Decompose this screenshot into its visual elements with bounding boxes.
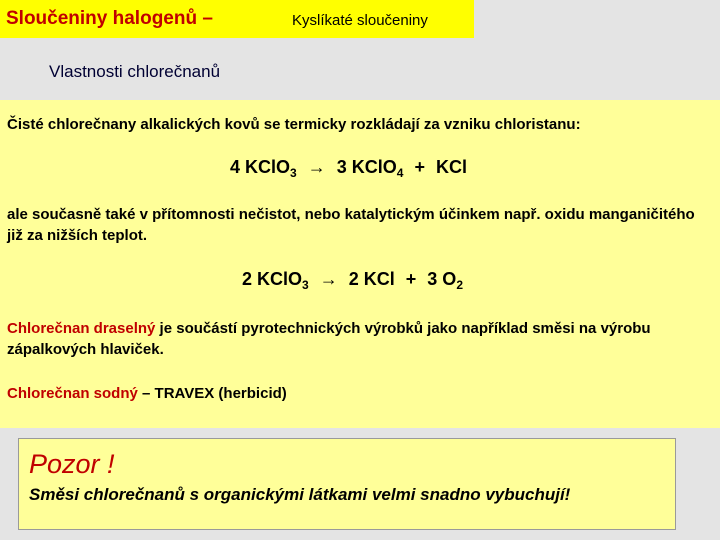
page-subtitle: Kyslíkaté sloučeniny (292, 12, 428, 29)
paragraph-catalyst: ale současně také v přítomnosti nečistot, nebo katalytickým účinkem např. oxidu manganičitého již za nižších teplot. (7, 206, 695, 244)
page-title: Sloučeniny halogenů – (6, 8, 213, 29)
eq1-reactant: 4 KClO$_3$ (230, 157, 297, 180)
eq2-plus: + (405, 269, 417, 289)
eq1-arrow: → (307, 157, 326, 177)
content-panel (0, 100, 720, 428)
term-sodium-chlorate: Chlorečnan sodný (7, 385, 138, 402)
paragraph-sodium-chlorate: Chlorečnan sodný – TRAVEX (herbicid) (7, 385, 287, 402)
eq1-plus: + (414, 157, 425, 177)
equation-perchlorate (230, 157, 467, 180)
section-title: Vlastnosti chlorečnanů (49, 62, 221, 81)
eq2-product-2: 3 $O_2$ (427, 269, 463, 292)
warning-box (18, 438, 676, 530)
eq1-product-2: KCl (435, 157, 467, 177)
term-potassium-chlorate: Chlorečnan draselný (7, 320, 156, 337)
eq1-product-1: 3 KClO$_4$ (336, 157, 404, 180)
eq2-arrow: → (319, 269, 338, 289)
paragraph-potassium-chlorate: Chlorečnan draselný je součástí pyrotechnických výrobků jako například směsi na výrobu zápalkových hlaviček. (7, 320, 651, 358)
title-bar (0, 0, 474, 38)
paragraph-decomposition: Čisté chlorečnany alkalických kovů se termicky rozkládají za vzniku chloristanu: (7, 116, 581, 133)
warning-text: Směsi chlorečnanů s organickými látkami velmi snadno vybuchují! (29, 485, 571, 504)
eq2-reactant: 2 KClO$_3$ (242, 269, 309, 292)
eq2-product-1: 2 KCl (348, 269, 395, 289)
warning-title: Pozor ! (29, 449, 115, 479)
equation-oxygen (242, 269, 463, 292)
